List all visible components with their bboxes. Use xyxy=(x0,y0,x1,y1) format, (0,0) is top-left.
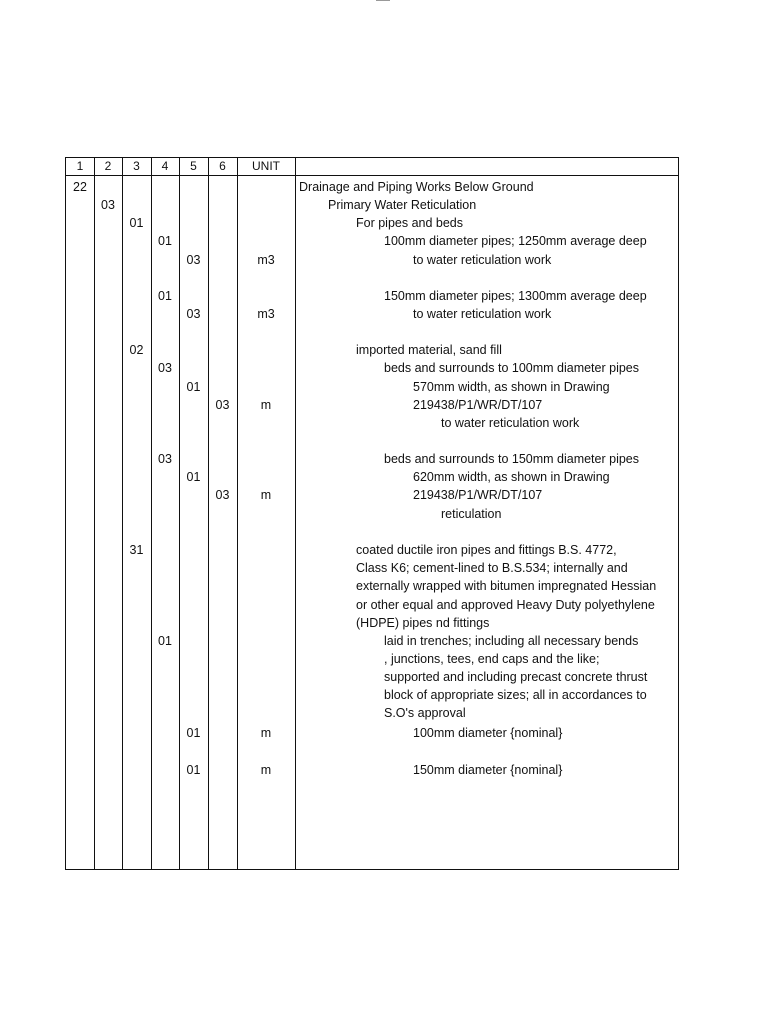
item-description: to water reticulation work xyxy=(413,253,552,267)
item-code: 01 xyxy=(186,380,201,394)
item-description: block of appropriate sizes; all in accordances to xyxy=(384,688,647,702)
item-description: to water reticulation work xyxy=(413,307,552,321)
item-unit: m3 xyxy=(257,253,275,267)
item-description: or other equal and approved Heavy Duty polyethylene xyxy=(356,598,655,612)
table-row xyxy=(66,341,678,359)
header-col-1: 1 xyxy=(76,159,84,173)
item-description: 150mm diameter pipes; 1300mm average deep xyxy=(384,289,647,303)
item-code: 03 xyxy=(186,307,201,321)
item-code: 22 xyxy=(73,180,87,194)
item-description: reticulation xyxy=(441,507,502,521)
item-code: 01 xyxy=(158,634,172,648)
item-unit: m xyxy=(260,488,272,502)
item-code: 01 xyxy=(186,763,201,777)
item-code: 01 xyxy=(186,726,201,740)
item-description: (HDPE) pipes nd fittings xyxy=(356,616,490,630)
item-description: coated ductile iron pipes and fittings B.S. 4772, xyxy=(356,543,617,557)
item-description: S.O's approval xyxy=(384,706,466,720)
header-unit: UNIT xyxy=(252,159,280,173)
table-row xyxy=(66,632,678,650)
header-description xyxy=(295,158,678,175)
item-unit: m3 xyxy=(257,307,275,321)
item-code: 01 xyxy=(158,234,172,248)
header-col-5: 5 xyxy=(190,159,197,173)
table-row xyxy=(66,505,678,523)
table-row xyxy=(66,196,678,214)
item-description: Class K6; cement-lined to B.S.534; internally and xyxy=(356,561,628,575)
table-row xyxy=(66,251,678,269)
table-row xyxy=(66,178,678,196)
item-description: 100mm diameter {nominal} xyxy=(413,726,563,740)
table-row xyxy=(66,724,678,742)
table-row xyxy=(66,486,678,504)
item-code: 03 xyxy=(215,488,230,502)
item-description: Drainage and Piping Works Below Ground xyxy=(299,180,534,194)
table-row xyxy=(66,450,678,468)
table-row xyxy=(66,468,678,486)
item-code: 02 xyxy=(129,343,144,357)
header-col-3: 3 xyxy=(133,159,140,173)
table-row xyxy=(66,668,678,686)
item-code: 03 xyxy=(186,253,201,267)
table-row xyxy=(66,650,678,668)
item-description: beds and surrounds to 100mm diameter pipes xyxy=(384,361,640,375)
item-description: 100mm diameter pipes; 1250mm average deep xyxy=(384,234,647,248)
item-code: 03 xyxy=(158,361,172,375)
item-description: supported and including precast concrete thrust xyxy=(384,670,648,684)
table-row xyxy=(66,396,678,414)
header-divider xyxy=(66,175,678,176)
item-code: 01 xyxy=(129,216,144,230)
item-description: For pipes and beds xyxy=(356,216,464,230)
bill-of-quantities-table xyxy=(65,157,679,870)
item-description: beds and surrounds to 150mm diameter pipes xyxy=(384,452,640,466)
item-description: to water reticulation work xyxy=(441,416,580,430)
header-col-2: 2 xyxy=(104,159,112,173)
item-code: 01 xyxy=(158,289,172,303)
item-description: 620mm width, as shown in Drawing xyxy=(413,470,610,484)
table-row xyxy=(66,414,678,432)
table-row xyxy=(66,359,678,377)
table-row xyxy=(66,232,678,250)
item-description: 219438/P1/WR/DT/107 xyxy=(413,488,543,502)
item-description: laid in trenches; including all necessary bends xyxy=(384,634,639,648)
item-code: 03 xyxy=(215,398,230,412)
item-description: 570mm width, as shown in Drawing xyxy=(413,380,610,394)
table-row xyxy=(66,596,678,614)
item-code: 01 xyxy=(186,470,201,484)
item-unit: m xyxy=(260,763,272,777)
table-row xyxy=(66,559,678,577)
item-description: imported material, sand fill xyxy=(356,343,502,357)
table-row xyxy=(66,378,678,396)
item-description: 150mm diameter {nominal} xyxy=(413,763,563,777)
header-col-6: 6 xyxy=(219,159,226,173)
item-code: 31 xyxy=(129,543,144,557)
item-description: , junctions, tees, end caps and the like; xyxy=(384,652,600,666)
item-unit: m xyxy=(260,726,272,740)
table-row xyxy=(66,541,678,559)
table-row xyxy=(66,704,678,722)
table-row xyxy=(66,761,678,779)
item-description: Primary Water Reticulation xyxy=(328,198,477,212)
table-row xyxy=(66,614,678,632)
item-code: 03 xyxy=(101,198,115,212)
table-row xyxy=(66,305,678,323)
table-row xyxy=(66,577,678,595)
item-unit: m xyxy=(260,398,272,412)
item-description: externally wrapped with bitumen impregnated Hessian xyxy=(356,579,657,593)
header-col-4: 4 xyxy=(161,159,169,173)
item-code: 03 xyxy=(158,452,172,466)
table-row xyxy=(66,287,678,305)
table-row xyxy=(66,214,678,232)
page-mark xyxy=(376,0,390,1)
table-row xyxy=(66,686,678,704)
item-description: 219438/P1/WR/DT/107 xyxy=(413,398,543,412)
